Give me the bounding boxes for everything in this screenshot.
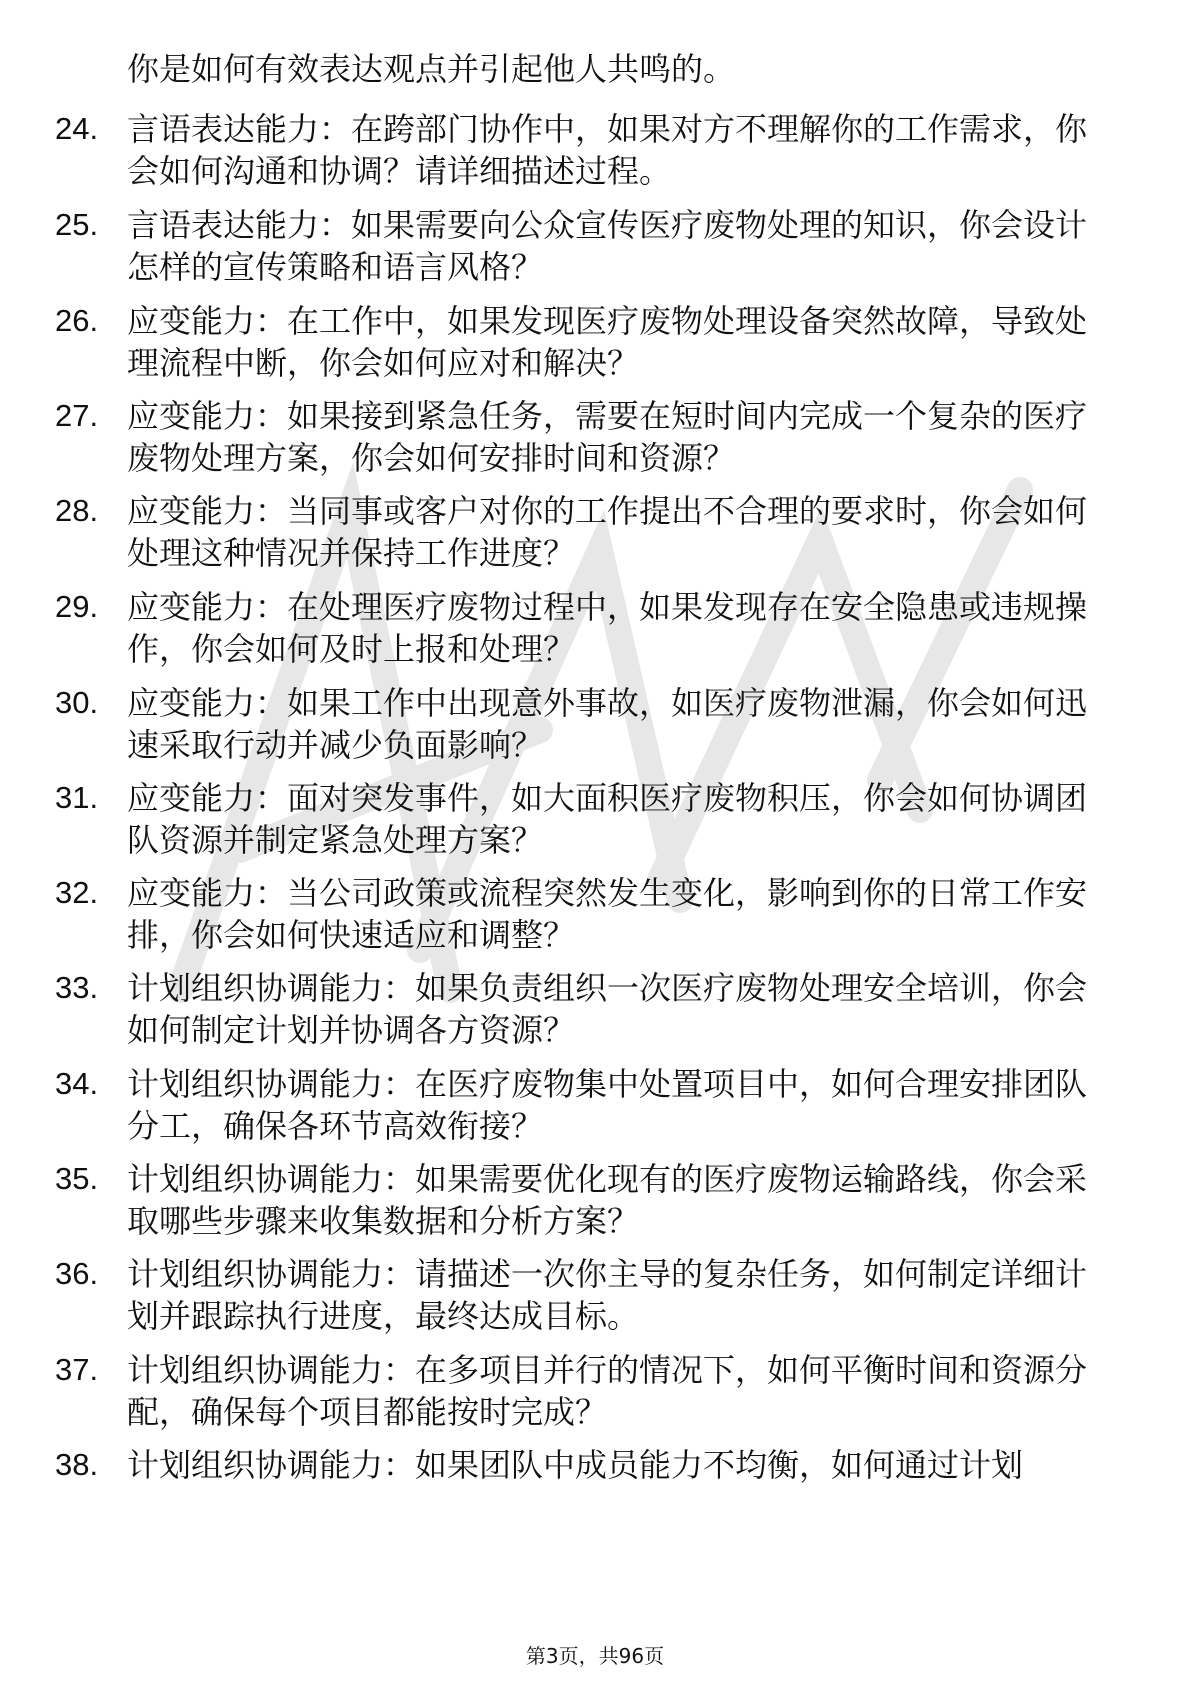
question-item [55,395,1135,479]
question-text: 计划组织协调能力：在多项目并行的情况下，如何平衡时间和资源分配，确保每个项目都能按时完成？ [127,1351,1088,1431]
question-text: 应变能力：面对突发事件，如大面积医疗废物积压，你会如何协调团队资源并制定紧急处理方案？ [127,779,1088,859]
question-item [55,1253,1135,1337]
page-footer: 第3页，共96页 [525,1644,665,1668]
question-number: 35. [55,1161,99,1196]
question-item [55,872,1135,956]
question-text: 应变能力：当同事或客户对你的工作提出不合理的要求时，你会如何处理这种情况并保持工作进度？ [127,492,1088,572]
question-number: 36. [55,1256,99,1291]
question-text: 应变能力：如果工作中出现意外事故，如医疗废物泄漏，你会如何迅速采取行动并减少负面影响？ [127,684,1088,764]
question-text: 言语表达能力：在跨部门协作中，如果对方不理解你的工作需求，你会如何沟通和协调？请详细描述过程。 [127,110,1088,190]
question-number: 32. [55,875,99,910]
question-number: 24. [55,111,99,146]
question-text: 计划组织协调能力：如果团队中成员能力不均衡，如何通过计划 [127,1446,1024,1484]
question-number: 31. [55,780,99,815]
question-item [55,967,1135,1051]
question-item [55,1444,1135,1486]
question-number: 33. [55,970,99,1005]
question-number: 28. [55,493,99,528]
question-number: 26. [55,303,99,338]
question-item [55,490,1135,574]
question-number: 29. [55,589,99,624]
question-number: 25. [55,207,99,242]
question-text: 计划组织协调能力：如果需要优化现有的医疗废物运输路线，你会采取哪些步骤来收集数据和分析方案？ [127,1160,1088,1240]
continuation-line: 你是如何有效表达观点并引起他人共鸣的。 [127,50,736,88]
question-item [55,108,1135,192]
question-text: 应变能力：当公司政策或流程突然发生变化，影响到你的日常工作安排，你会如何快速适应和调整？ [127,874,1088,954]
question-item [55,1158,1135,1242]
question-text: 应变能力：在处理医疗废物过程中，如果发现存在安全隐患或违规操作，你会如何及时上报和处理？ [127,588,1088,668]
question-text: 计划组织协调能力：在医疗废物集中处置项目中，如何合理安排团队分工，确保各环节高效衔接？ [127,1065,1088,1145]
question-text: 计划组织协调能力：请描述一次你主导的复杂任务，如何制定详细计划并跟踪执行进度，最终达成目标。 [127,1255,1088,1335]
question-item [55,204,1135,288]
question-number: 27. [55,398,99,433]
question-item [55,300,1135,384]
question-text: 应变能力：在工作中，如果发现医疗废物处理设备突然故障，导致处理流程中断，你会如何应对和解决？ [127,302,1088,382]
question-text: 言语表达能力：如果需要向公众宣传医疗废物处理的知识，你会设计怎样的宣传策略和语言风格？ [127,206,1088,286]
question-number: 38. [55,1447,99,1482]
question-item [55,1349,1135,1433]
question-text: 计划组织协调能力：如果负责组织一次医疗废物处理安全培训，你会如何制定计划并协调各方资源？ [127,969,1088,1049]
question-number: 34. [55,1066,99,1101]
question-number: 30. [55,685,99,720]
question-number: 37. [55,1352,99,1387]
question-item [55,586,1135,670]
question-item [55,682,1135,766]
question-text: 应变能力：如果接到紧急任务，需要在短时间内完成一个复杂的医疗废物处理方案，你会如何安排时间和资源？ [127,397,1088,477]
question-item [55,777,1135,861]
question-item [55,1063,1135,1147]
